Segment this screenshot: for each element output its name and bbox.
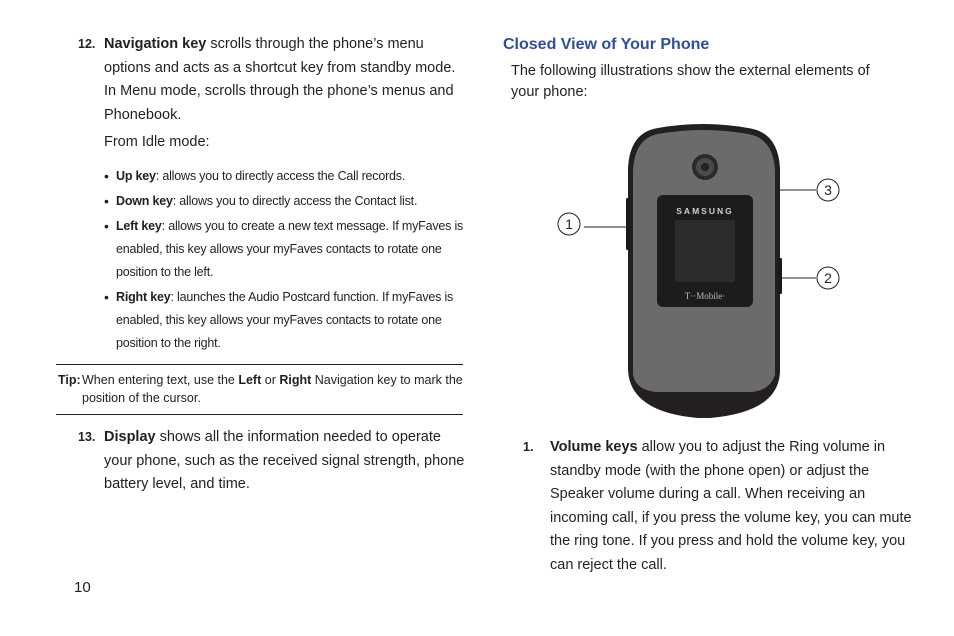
bullet-text: : allows you to directly access the Call records.	[155, 168, 406, 183]
tip-text-3: Navigation key to mark the position of the cursor.	[82, 373, 463, 405]
item-number: 1.	[523, 440, 534, 454]
carrier-logo: T··Mobile·	[684, 291, 726, 301]
bullet-text: : allows you to create a new text message. If myFaves is enabled, this key allows your myFaves contacts to rotate one position to the left.	[116, 218, 464, 279]
item-number: 12.	[78, 37, 96, 51]
item-term: Display	[104, 429, 156, 445]
callout-label-2: 2	[824, 270, 832, 286]
bullet-term: Up key	[116, 168, 156, 183]
callout-label-1: 1	[565, 216, 573, 232]
bullet-term: Right key	[116, 289, 171, 304]
list-item-12	[78, 33, 468, 155]
intro-text: The following illustrations show the external elements of your phone:	[511, 63, 870, 100]
external-display	[675, 220, 735, 282]
item-paragraph	[104, 426, 468, 497]
bullet-item	[116, 190, 468, 213]
brand-logo: SAMSUNG	[676, 206, 734, 216]
item-paragraph	[550, 436, 923, 577]
item-text: shows all the information needed to operate your phone, such as the received signal strength, phone battery level, and time.	[104, 429, 465, 492]
bullet-text: : launches the Audio Postcard function. If myFaves is enabled, this key allows your myFaves contacts to rotate one position to the right.	[116, 289, 454, 350]
bullet-item	[116, 165, 468, 188]
page-number: 10	[74, 579, 91, 596]
section-heading: Closed View of Your Phone	[503, 36, 710, 53]
item-number: 13.	[78, 430, 96, 444]
item-paragraph-2: In Menu mode, scrolls through the phone’s menus and Phonebook.	[104, 83, 454, 123]
item-paragraph-3: From Idle mode:	[104, 134, 210, 150]
bullet-term: Left key	[116, 218, 162, 233]
tip-bold-right: Right	[279, 373, 312, 387]
list-item-13	[78, 426, 468, 497]
item-text: allow you to adjust the Ring volume in standby mode (with the phone open) or adjust the Speaker volume during a call. When receiving an incoming call, if you press the volume key, you can mute the ring tone. If you press and hold the volume key, you can reject the call.	[550, 439, 912, 573]
tip-text-1: When entering text, use the	[82, 373, 239, 387]
tip-bold-left: Left	[238, 373, 262, 387]
right-column	[503, 33, 923, 103]
item-term: Navigation key	[104, 36, 207, 52]
item-text: scrolls through the phone’s menu options and acts as a shortcut key from standby mode.	[104, 36, 456, 76]
list-item-1-body	[523, 436, 923, 577]
tip-text	[56, 371, 463, 407]
bullet-term: Down key	[116, 193, 173, 208]
tip-box	[56, 364, 463, 415]
left-column	[78, 33, 468, 357]
list-item-1	[523, 436, 923, 577]
item-paragraph	[104, 33, 468, 80]
tip-text-2: or	[261, 373, 280, 387]
list-item-13-body	[78, 426, 468, 497]
bullet-list	[78, 165, 468, 355]
bullet-item	[116, 286, 468, 355]
phone-illustration	[540, 120, 850, 425]
volume-key	[626, 198, 630, 250]
bullet-item	[116, 215, 468, 284]
side-key	[778, 258, 782, 294]
tip-label: Tip:	[58, 373, 81, 387]
bullet-text: : allows you to directly access the Contact list.	[172, 193, 418, 208]
camera-center	[701, 163, 709, 171]
callout-label-3: 3	[824, 182, 832, 198]
item-term: Volume keys	[550, 439, 638, 455]
